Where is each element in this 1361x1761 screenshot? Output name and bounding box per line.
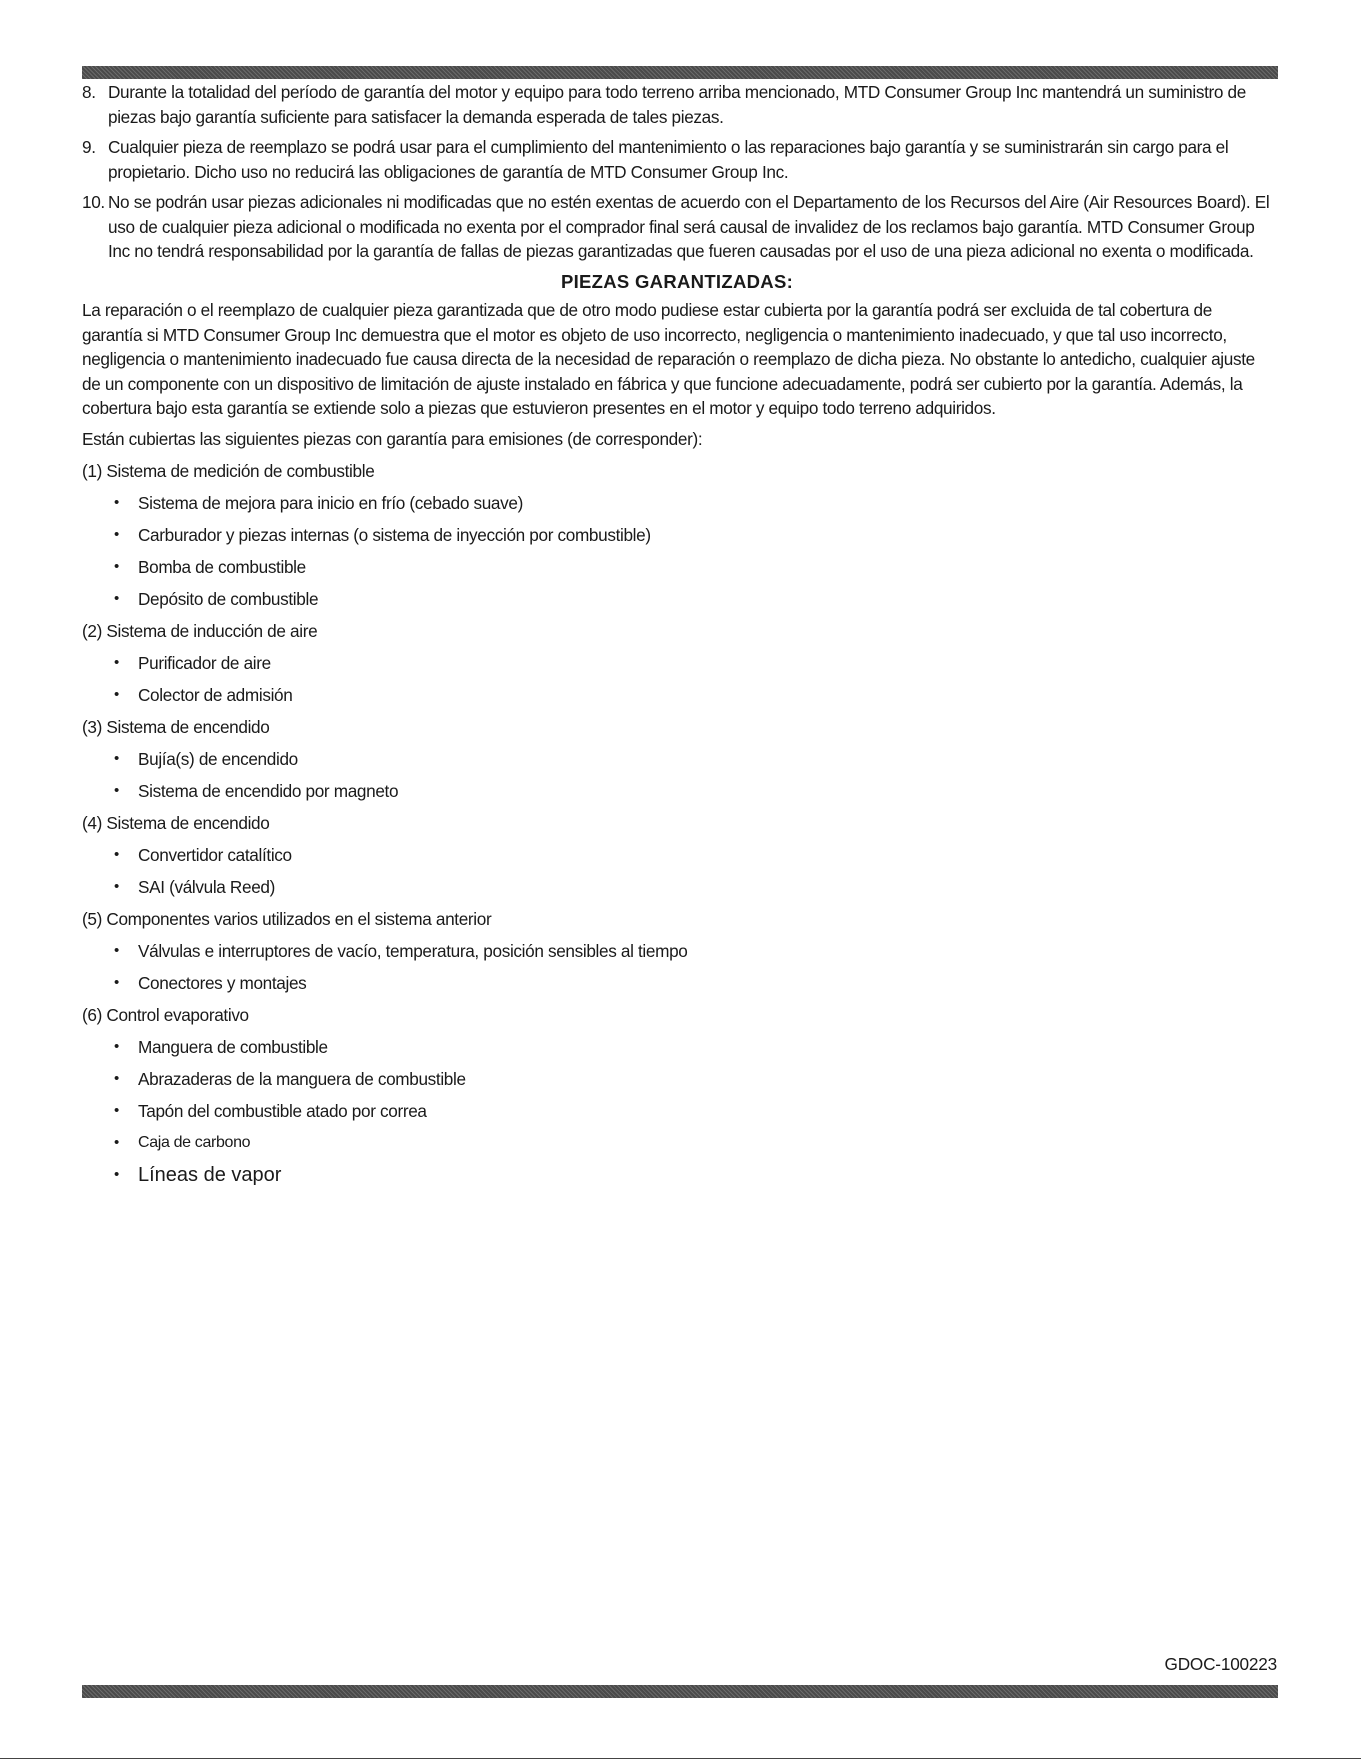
list-item-text: Manguera de combustible — [138, 1037, 328, 1057]
list-item — [82, 491, 1272, 523]
bullet-icon: • — [114, 686, 119, 703]
covered-parts-intro: Están cubiertas las siguientes piezas con garantía para emisiones (de corresponder): — [82, 428, 703, 449]
list-item — [82, 779, 1272, 811]
list-item — [82, 843, 1272, 875]
bullet-icon: • — [114, 1102, 119, 1119]
bullet-icon: • — [114, 942, 119, 959]
list-item — [82, 651, 1272, 683]
bullet-icon: • — [114, 878, 119, 895]
document-code: GDOC-100223 — [1164, 1654, 1277, 1674]
list-item-text: Carburador y piezas internas (o sistema de inyección por combustible) — [138, 525, 651, 545]
list-item-text: Colector de admisión — [138, 685, 293, 705]
coverage-paragraph: La reparación o el reemplazo de cualquier pieza garantizada que de otro modo pudiese estar cubierta por la garantía podrá ser excluida de tal cobertura de garantía si MTD Consumer Group Inc demuestra que el motor es objeto de uso incorrecto, negligencia o mantenimiento inadecuado, y que tal uso incorrecto, negligencia o mantenimiento inadecuado fue causa directa de la necesidad de reparación o reemplazo de dicha pieza. No obstante lo antedicho, cualquier ajuste de un componente con un dispositivo de limitación de ajuste instalado en fábrica y que funcione adecuadamente, podrá ser cubierto por la garantía. Además, la cobertura bajo esta garantía se extiende solo a piezas que estuvieron presentes en el motor y equipo todo terreno adquiridos. — [82, 300, 1255, 418]
list-item-text: Bomba de combustible — [138, 557, 306, 577]
bullet-icon: • — [114, 1070, 119, 1087]
item-text: Cualquier pieza de reemplazo se podrá usar para el cumplimiento del mantenimiento o las reparaciones bajo garantía y se suministrarán sin cargo para el propietario. Dicho uso no reducirá las obligaciones de garantía de MTD Consumer Group Inc. — [108, 137, 1229, 182]
numbered-item-9 — [82, 135, 1272, 184]
bullet-icon: • — [114, 654, 119, 671]
list-item — [82, 875, 1272, 907]
group-title: (2) Sistema de inducción de aire — [82, 621, 318, 641]
bullet-icon: • — [114, 494, 119, 511]
parts-group-2 — [82, 619, 1272, 715]
list-item — [82, 747, 1272, 779]
numbered-item-8 — [82, 80, 1272, 129]
parts-group-4 — [82, 811, 1272, 907]
list-item-text: Bujía(s) de encendido — [138, 749, 298, 769]
list-item-text: SAI (válvula Reed) — [138, 877, 275, 897]
bullet-icon: • — [114, 526, 119, 543]
parts-group-6 — [82, 1003, 1272, 1195]
bullet-icon: • — [114, 558, 119, 575]
bullet-icon: • — [114, 1134, 119, 1151]
list-item-text: Tapón del combustible atado por correa — [138, 1101, 427, 1121]
bullet-icon: • — [114, 590, 119, 607]
list-item — [82, 555, 1272, 587]
list-item-text: Líneas de vapor — [138, 1164, 282, 1186]
list-item — [82, 683, 1272, 715]
group-title: (3) Sistema de encendido — [82, 717, 270, 737]
list-item — [82, 1163, 1272, 1195]
numbered-item-10 — [82, 190, 1272, 264]
list-item — [82, 1035, 1272, 1067]
list-item-text: Purificador de aire — [138, 653, 271, 673]
item-number: 10. — [82, 192, 105, 212]
list-item — [82, 587, 1272, 619]
item-text: No se podrán usar piezas adicionales ni modificadas que no estén exentas de acuerdo con el Departamento de los Recursos del Aire (Air Resources Board). El uso de cualquier pieza adicional o modificada no exenta por el comprador final será causal de invalidez de los reclamos bajo garantía. MTD Consumer Group Inc no tendrá responsabilidad por la garantía de fallas de piezas garantizadas que fueren causadas por el uso de una pieza adicional no exenta o modificada. — [108, 192, 1270, 261]
group-title: (5) Componentes varios utilizados en el sistema anterior — [82, 909, 492, 929]
list-item — [82, 971, 1272, 1003]
list-item-text: Abrazaderas de la manguera de combustible — [138, 1069, 466, 1089]
bullet-icon: • — [114, 1038, 119, 1055]
list-item-text: Sistema de encendido por magneto — [138, 781, 399, 801]
bullet-icon: • — [114, 750, 119, 767]
list-item-text: Convertidor catalítico — [138, 845, 292, 865]
parts-group-3 — [82, 715, 1272, 811]
list-item-text: Válvulas e interruptores de vacío, temperatura, posición sensibles al tiempo — [138, 941, 688, 961]
list-item — [82, 1067, 1272, 1099]
list-item-text: Depósito de combustible — [138, 589, 319, 609]
section-title: PIEZAS GARANTIZADAS: — [560, 270, 794, 292]
page-edge-line — [0, 1758, 1361, 1759]
list-item — [82, 523, 1272, 555]
group-title: (1) Sistema de medición de combustible — [82, 461, 375, 481]
bullet-icon: • — [114, 846, 119, 863]
list-item — [82, 1099, 1272, 1131]
list-item — [82, 939, 1272, 971]
item-number: 8. — [82, 82, 96, 102]
bullet-icon: • — [114, 974, 119, 991]
bullet-icon: • — [114, 1166, 120, 1183]
top-decorative-bar — [82, 66, 1278, 79]
group-title: (4) Sistema de encendido — [82, 813, 270, 833]
item-text: Durante la totalidad del período de garantía del motor y equipo para todo terreno arriba mencionado, MTD Consumer Group Inc mantendrá un suministro de piezas bajo garantía suficiente para satisfacer la demanda esperada de tales piezas. — [108, 82, 1246, 127]
parts-group-5 — [82, 907, 1272, 1003]
list-item-text: Caja de carbono — [138, 1134, 251, 1151]
warranty-content — [82, 80, 1272, 1195]
bullet-icon: • — [114, 782, 119, 799]
bottom-decorative-bar — [82, 1685, 1278, 1698]
list-item-text: Conectores y montajes — [138, 973, 307, 993]
parts-group-1 — [82, 459, 1272, 619]
list-item-text: Sistema de mejora para inicio en frío (cebado suave) — [138, 493, 523, 513]
item-number: 9. — [82, 137, 96, 157]
list-item — [82, 1131, 1272, 1163]
group-title: (6) Control evaporativo — [82, 1005, 249, 1025]
